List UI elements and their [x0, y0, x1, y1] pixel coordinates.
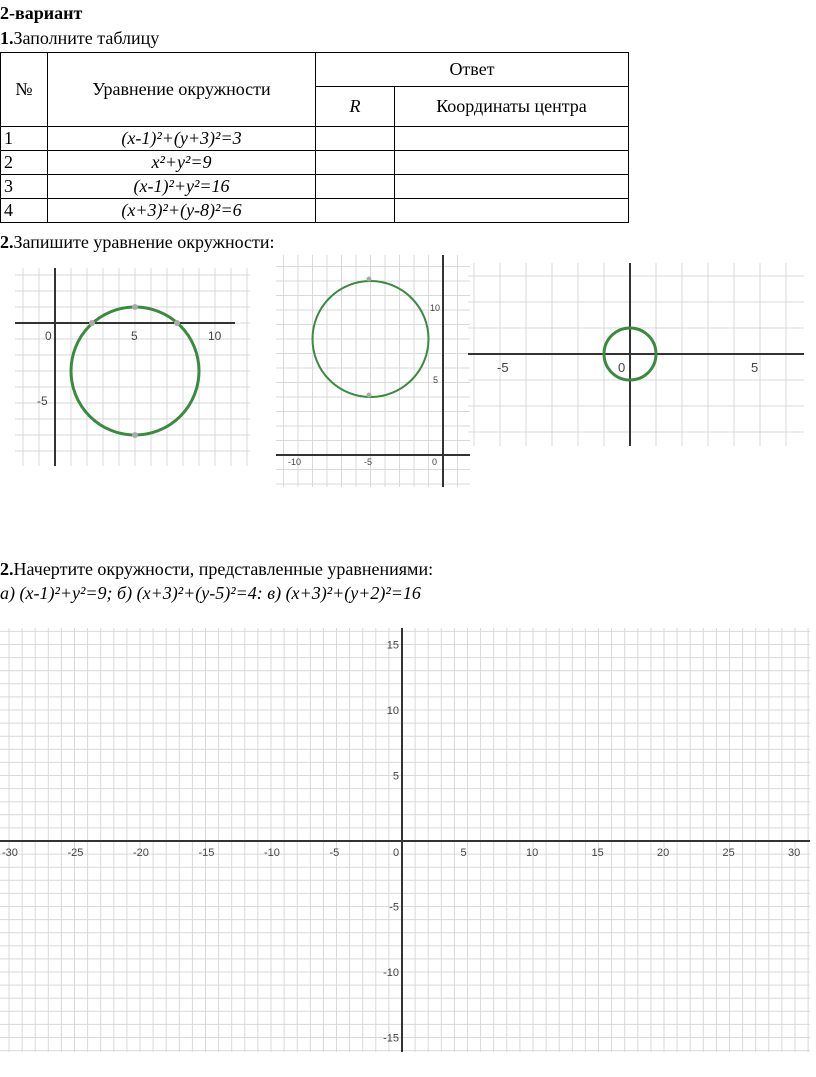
y-tick-label: -15 [383, 1032, 399, 1045]
answer-radius-cell[interactable] [316, 175, 395, 199]
row-equation: x²+y²=9 [48, 151, 316, 175]
tick-label: -5 [364, 457, 373, 467]
point [367, 393, 372, 398]
answer-center-cell[interactable] [395, 199, 629, 223]
answer-radius-cell[interactable] [316, 127, 395, 151]
row-equation: (x-1)²+y²=16 [48, 175, 316, 199]
row-equation: (x+3)²+(y-8)²=6 [48, 199, 316, 223]
tick-label: 5 [433, 375, 439, 385]
tick-label: -5 [37, 394, 48, 408]
circle-graph-3 [468, 263, 804, 446]
tick-label: 10 [208, 329, 222, 343]
circle-graph-1 [15, 268, 250, 466]
point [132, 432, 138, 438]
answer-table [0, 52, 629, 223]
answer-radius-cell[interactable] [316, 151, 395, 175]
table-row [1, 127, 629, 151]
task1-title: Заполните таблицу [13, 28, 160, 48]
header-center: Координаты центра [395, 87, 629, 127]
header-number: № [1, 53, 48, 127]
point [367, 277, 372, 282]
task2-heading [0, 231, 275, 253]
answer-center-cell[interactable] [395, 151, 629, 175]
y-tick-label: 10 [386, 705, 399, 717]
row-number: 3 [1, 175, 48, 199]
x-tick-label: 0 [393, 847, 400, 859]
point [132, 304, 138, 310]
task3-number: 2. [0, 559, 14, 579]
row-number: 1 [1, 127, 48, 151]
x-tick-label: -25 [67, 847, 84, 859]
table-row [1, 199, 629, 223]
table-row [1, 175, 629, 199]
x-tick-label: -20 [133, 847, 149, 859]
task1-number: 1. [0, 28, 14, 48]
variant-title: 2-вариант [0, 3, 83, 23]
x-tick-label: -30 [2, 847, 18, 859]
x-tick-label: -15 [198, 847, 215, 859]
tick-label: 0 [432, 457, 438, 467]
answer-center-cell[interactable] [395, 127, 629, 151]
x-tick-label: 25 [722, 847, 735, 859]
tick-label: 0 [618, 360, 626, 375]
task2-title: Запишите уравнение окружности: [13, 232, 275, 252]
point [174, 320, 180, 326]
circle-graph-2 [276, 255, 470, 487]
y-tick-label: -10 [383, 967, 399, 979]
task3-equations: а) (x-1)²+y²=9; б) (x+3)²+(y-5)²=4: в) (x+3)²+(y+2)²=16 [0, 583, 421, 603]
task3-heading [0, 558, 433, 580]
tick-label: 10 [430, 303, 441, 313]
answer-center-cell[interactable] [395, 175, 629, 199]
y-tick-label: 15 [386, 639, 399, 652]
x-tick-label: 20 [657, 847, 670, 859]
tick-label: -5 [497, 360, 509, 375]
grid [276, 255, 470, 487]
x-tick-label: 30 [788, 847, 801, 859]
header-equation: Уравнение окружности [48, 53, 316, 127]
task2-number: 2. [0, 232, 14, 252]
tick-label: 5 [131, 329, 138, 343]
task3-title: Начертите окружности, представленные уравнениями: [13, 559, 434, 579]
tick-label: 0 [45, 329, 52, 343]
y-tick-label: -5 [389, 901, 399, 914]
tick-label: 5 [751, 360, 759, 375]
x-tick-label: -5 [329, 847, 340, 859]
row-number: 4 [1, 199, 48, 223]
row-number: 2 [1, 151, 48, 175]
x-tick-label: 15 [591, 847, 604, 859]
x-tick-label: 10 [526, 847, 539, 859]
tick-label: -10 [288, 457, 302, 467]
point [89, 320, 95, 326]
drawing-grid[interactable] [0, 628, 810, 1052]
header-radius: R [316, 87, 395, 127]
y-tick-label: 5 [392, 770, 399, 783]
x-tick-label: 5 [460, 847, 467, 859]
header-answer: Ответ [316, 53, 629, 87]
table-row [1, 151, 629, 175]
task1-heading [0, 27, 159, 49]
x-tick-label: -10 [264, 847, 280, 859]
row-equation: (x-1)²+(y+3)²=3 [48, 127, 316, 151]
answer-radius-cell[interactable] [316, 199, 395, 223]
